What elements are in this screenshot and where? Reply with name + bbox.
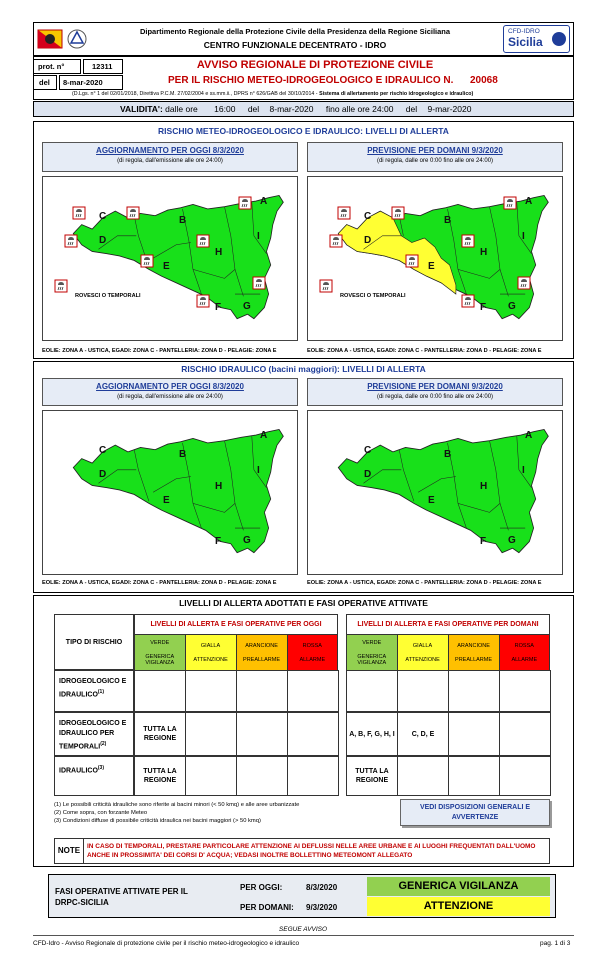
svg-text:D: D (364, 235, 372, 246)
risk-row-text: IDROGEOLOGICO E IDRAULICO PER TEMPORALI (59, 720, 127, 751)
tomorrow-cell: A, B, F, G, H, I (346, 712, 398, 756)
del-label: del (39, 78, 50, 87)
s1-caption-left: EOLIE: ZONA A - USTICA, EGADI: ZONA C - PANTELLERIA: ZONA D - PELAGIE: ZONA E (42, 348, 277, 354)
footnotes (54, 801, 344, 825)
svg-text:A: A (525, 430, 533, 441)
prot-value: 12311 (92, 62, 113, 71)
note-label: NOTE (55, 839, 84, 863)
today-cell (185, 712, 237, 756)
svg-text:H: H (480, 247, 488, 258)
note-box (54, 838, 550, 864)
level-name: ROSSA (514, 642, 534, 649)
level-name: GIALLA (200, 642, 221, 649)
s1-left-header (42, 142, 298, 172)
svg-text:B: B (444, 215, 452, 226)
svg-text:C: C (99, 211, 107, 222)
s2-caption-right: EOLIE: ZONA A - USTICA, EGADI: ZONA C - PANTELLERIA: ZONA D - PELAGIE: ZONA E (307, 580, 542, 586)
level-head-rossa (499, 635, 549, 671)
validity-del1: del (247, 104, 260, 114)
s2-right-header (307, 378, 563, 406)
svg-text:H: H (215, 481, 223, 492)
tomorrow-head: LIVELLI DI ALLERTA E FASI OPERATIVE PER DOMANI (357, 621, 539, 628)
svg-text:E: E (428, 495, 435, 506)
svg-text:G: G (508, 535, 516, 546)
footer-rule (33, 935, 574, 936)
note-text: IN CASO DI TEMPORALI, PRESTARE PARTICOLARE ATTENZIONE AI DEFLUSSI NELLE AREE URBANE E AI LUOGHI FREQUENTATI DALL'UOMO ANCHE IN PROSSIMITA' DEI CORSI D' ACQUA; VEDASI INOLTRE BOLLETTINO METEOMONT ALLEGATO (87, 843, 536, 859)
today-head: LIVELLI DI ALLERTA E FASI OPERATIVE PER OGGI (150, 621, 322, 628)
svg-text:A: A (525, 196, 533, 207)
svg-text:E: E (163, 495, 170, 506)
s1-right-title: PREVISIONE PER DOMANI 9/3/2020 (367, 146, 503, 155)
region-logo (37, 26, 63, 52)
footnote-1: (1) Le possibili criticità idrauliche sono riferite ai bacini minori (< 50 kmq) e alle aree urbanizzate (54, 802, 300, 808)
svg-text:F: F (480, 536, 487, 547)
svg-text:H: H (215, 247, 223, 258)
tomorrow-cell (499, 712, 551, 756)
tomorrow-cell (448, 756, 500, 796)
cfd-idro-logo-bottom: Sicilia (508, 35, 543, 49)
dispositions-label: VEDI DISPOSIZIONI GENERALI E AVVERTENZE (419, 804, 531, 821)
s1-left-title: AGGIORNAMENTO PER OGGI 8/3/2020 (96, 146, 244, 155)
svg-text:A: A (260, 430, 268, 441)
level-head-verde (135, 635, 186, 671)
dispositions-button[interactable] (400, 799, 550, 826)
svg-text:G: G (243, 301, 251, 312)
dept-title: Dipartimento Regionale della Protezione Civile della Presidenza della Regione Siciliana (139, 27, 451, 36)
today-cell (287, 756, 339, 796)
risk-type-head (54, 614, 134, 670)
cfd-idro-logo-top: CFD-IDRO (508, 28, 540, 35)
risk-row-sup: (2) (100, 741, 107, 747)
validity-from-time: 16:00 (214, 104, 236, 114)
s2-right-subtitle: (di regola, dalle ore 0:00 fino alle ore 24:00) (376, 394, 494, 400)
svg-text:E: E (428, 261, 435, 272)
footnote-3: (3) Condizioni diffuse di possibile criticità idraulica nei bacini maggiori (> 50 kmq) (54, 818, 261, 824)
tomorrow-cell (397, 756, 449, 796)
risk-row-text: IDRAULICO (59, 767, 98, 775)
footer-right: pag. 1 di 3 (540, 940, 571, 947)
level-phase: GENERICA VIGILANZA (145, 653, 175, 666)
tomorrow-cell (346, 670, 398, 712)
level-name: VERDE (150, 639, 170, 646)
tomorrow-cell (448, 712, 500, 756)
tomorrow-cell (397, 670, 449, 712)
s2-caption-left: EOLIE: ZONA A - USTICA, EGADI: ZONA C - PANTELLERIA: ZONA D - PELAGIE: ZONA E (42, 580, 277, 586)
svg-text:G: G (508, 301, 516, 312)
tomorrow-cell: C, D, E (397, 712, 449, 756)
del-value: 8-mar-2020 (63, 78, 103, 87)
storm-legend: ROVESCI O TEMPORALI (75, 293, 141, 299)
risk-row-text: IDROGEOLOGICO E IDRAULICO (59, 678, 127, 699)
level-name: ARANCIONE (457, 642, 490, 649)
risk-row-label (54, 756, 134, 796)
segue-text: SEGUE AVVISO (278, 926, 328, 933)
s1-right-subtitle: (di regola, dalle ore 0:00 fino alle ore 24:00) (376, 158, 494, 164)
s2-right-title: PREVISIONE PER DOMANI 9/3/2020 (367, 382, 503, 391)
level-phase: PREALLARME (243, 656, 281, 663)
cfd-idro-logo (503, 25, 570, 53)
civil-protection-logo (66, 27, 88, 51)
legal-text-bold: Sistema di allertamento per rischio idrogeologico e idraulico) (319, 91, 474, 97)
s2-left-title: AGGIORNAMENTO PER OGGI 8/3/2020 (96, 382, 244, 391)
section1-title: RISCHIO METEO-IDROGEOLOGICO E IDRAULICO: LIVELLI DI ALLERTA (158, 126, 449, 136)
svg-text:D: D (99, 235, 107, 246)
tomorrow-date: 9/3/2020 (306, 903, 338, 912)
level-phase: ALLARME (299, 656, 326, 663)
svg-text:F: F (480, 302, 487, 313)
validity-from-text: dalle ore (165, 104, 198, 114)
today-cell (236, 670, 288, 712)
s2-map-today (42, 410, 298, 575)
level-name: GIALLA (412, 642, 433, 649)
level-phase: ATTENZIONE (405, 656, 440, 663)
today-cell (236, 756, 288, 796)
today-cell (134, 670, 186, 712)
risk-row-label (54, 670, 134, 712)
validity-to-date: 9-mar-2020 (427, 104, 472, 114)
s1-map-today (42, 176, 298, 341)
validity-label: VALIDITA': (120, 104, 163, 114)
s1-right-header (307, 142, 563, 172)
legal-text: (D.Lgs. n° 1 del 02/01/2018, Direttiva P.C.M. 27/02/2004 e ss.mm.ii., DPRS n° 626/GAB del 30/10/2014 - (72, 91, 318, 97)
level-head-rossa (287, 635, 337, 671)
validity-row (120, 104, 471, 114)
svg-text:I: I (522, 231, 525, 242)
today-date: 8/3/2020 (306, 883, 338, 892)
tomorrow-label: PER DOMANI: (240, 903, 294, 912)
validity-from-date: 8-mar-2020 (269, 104, 314, 114)
svg-text:D: D (99, 469, 107, 480)
level-head-arancione (448, 635, 499, 671)
sicily-icon (552, 32, 566, 46)
level-phase: ALLARME (511, 656, 538, 663)
storm-legend-tomorrow: ROVESCI O TEMPORALI (340, 293, 406, 299)
section2-title: RISCHIO IDRAULICO (bacini maggiori): LIVELLI DI ALLERTA (181, 364, 426, 374)
s1-map-tomorrow (307, 176, 563, 341)
today-phase-badge: GENERICA VIGILANZA (367, 877, 550, 896)
s1-caption-right: EOLIE: ZONA A - USTICA, EGADI: ZONA C - PANTELLERIA: ZONA D - PELAGIE: ZONA E (307, 348, 542, 354)
level-name: ARANCIONE (245, 642, 278, 649)
title-line2: PER IL RISCHIO METEO-IDROGEOLOGICO E IDRAULICO N. (168, 75, 454, 86)
tomorrow-table (346, 614, 550, 671)
levels-title: LIVELLI DI ALLERTA ADOTTATI E FASI OPERATIVE ATTIVATE (179, 598, 428, 608)
tomorrow-cell: TUTTA LA REGIONE (346, 756, 398, 796)
s2-map-tomorrow (307, 410, 563, 575)
level-head-gialla (185, 635, 236, 671)
level-phase: PREALLARME (455, 656, 493, 663)
s1-left-subtitle: (di regola, dall'emissione alle ore 24:00) (117, 158, 223, 164)
svg-text:H: H (480, 481, 488, 492)
svg-text:F: F (215, 536, 222, 547)
svg-text:I: I (257, 231, 260, 242)
svg-text:F: F (215, 302, 222, 313)
footnote-2: (2) Come sopra, con forzante Meteo (54, 810, 148, 816)
today-cell (287, 670, 339, 712)
svg-text:E: E (163, 261, 170, 272)
s2-left-subtitle: (di regola, dall'emissione alle ore 24:00) (117, 394, 223, 400)
risk-row-sup: (1) (97, 689, 105, 695)
prot-label: prot. n° (38, 62, 65, 71)
today-cell: TUTTA LA REGIONE (134, 712, 186, 756)
s2-left-header (42, 378, 298, 406)
bulletin-number: 20068 (470, 75, 498, 86)
level-name: VERDE (362, 639, 382, 646)
svg-text:C: C (364, 445, 372, 456)
tomorrow-cell (499, 756, 551, 796)
today-cell (185, 756, 237, 796)
svg-text:B: B (179, 215, 187, 226)
validity-del2: del (405, 104, 418, 114)
today-table (134, 614, 338, 671)
svg-text:A: A (260, 196, 268, 207)
storm-icon (73, 207, 85, 219)
svg-text:C: C (364, 211, 372, 222)
risk-type-label: TIPO DI RISCHIO (65, 639, 123, 646)
level-head-arancione (236, 635, 287, 671)
tomorrow-cell (448, 670, 500, 712)
svg-text:D: D (364, 469, 372, 480)
svg-text:B: B (444, 449, 452, 460)
level-name: ROSSA (302, 642, 322, 649)
level-head-gialla (397, 635, 448, 671)
svg-text:I: I (522, 465, 525, 476)
today-cell (287, 712, 339, 756)
svg-text:C: C (99, 445, 107, 456)
level-head-verde (347, 635, 398, 671)
svg-text:B: B (179, 449, 187, 460)
today-label: PER OGGI: (240, 883, 283, 892)
svg-text:G: G (243, 535, 251, 546)
risk-row-sup: (3) (97, 765, 105, 771)
title-line1: AVVISO REGIONALE DI PROTEZIONE CIVILE (196, 59, 434, 71)
today-cell (236, 712, 288, 756)
level-phase: ATTENZIONE (193, 656, 228, 663)
legal-note (72, 91, 572, 97)
centre-title: CENTRO FUNZIONALE DECENTRATO - IDRO (203, 40, 387, 50)
risk-row-label (54, 712, 134, 756)
svg-text:I: I (257, 465, 260, 476)
today-cell: TUTTA LA REGIONE (134, 756, 186, 796)
phases-label: FASI OPERATIVE ATTIVATE PER IL DRPC-SICILIA (55, 887, 188, 907)
validity-to-text: fino alle ore 24:00 (325, 104, 394, 114)
level-phase: GENERICA VIGILANZA (357, 653, 387, 666)
footer-left: CFD-Idro - Avviso Regionale di protezione civile per il rischio meteo-idrogeologico e idraulico (33, 940, 300, 947)
tomorrow-phase-badge: ATTENZIONE (367, 897, 550, 916)
today-cell (185, 670, 237, 712)
tomorrow-cell (499, 670, 551, 712)
